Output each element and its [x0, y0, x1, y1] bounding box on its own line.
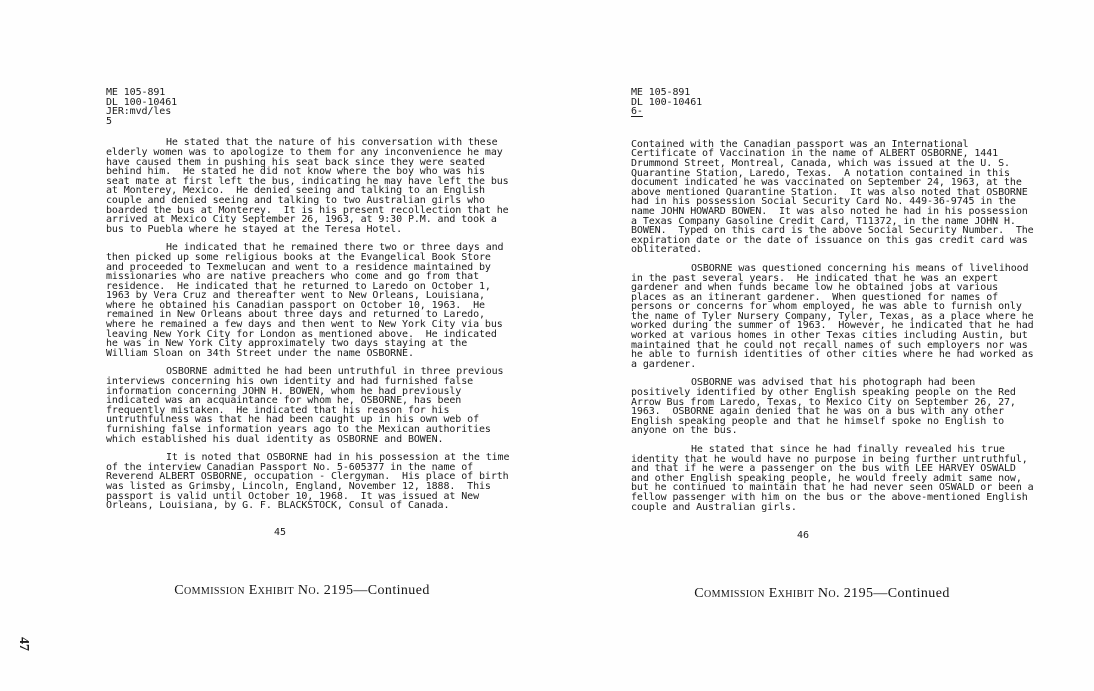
document-paragraph: It is noted that OSBORNE had in his possession at the time of the interview Canadian Passport No. 5-605377 in the name of Reverend ALBERT OSBORNE, occupation - Clergyman. His place of birth was listed as Grimsby, Lincoln, England, November 12, 1888. This passport is valid until October 10, 1968. It was issued at New Orleans, Louisiana, by G. F. BLACKSTOCK, Consul of Canada.: [106, 452, 516, 512]
file-number-line: DL 100-10461: [631, 96, 703, 108]
document-paragraph: He stated that the nature of his conversation with these elderly women was to apologize to them for any inconvenience he may have caused them in pushing his seat back since they were seated behind him. He stated he did not know where the boy who was his seat mate at first left the bus, indicating he may have left the bus at Monterey, Mexico. He denied seeing and talking to an English couple and denied seeing and talking to two Australian girls who boarded the bus at Monterey. It is his present recollection that he arrived at Mexico City September 26, 1963, at 9:30 P.M. and took a bus to Puebla where he stayed at the Teresa Hotel.: [106, 137, 515, 235]
typist-initials-line: JER:mvd/les: [106, 106, 172, 118]
exhibit-caption-suffix: —Continued: [873, 586, 950, 601]
file-number-line: ME 105-891: [631, 87, 691, 98]
document-paragraph: OSBORNE was questioned concerning his means of livelihood in the past several years. He indicated that he was an expert gardener and when funds became low he obtained jobs at various places as an itinerant gardener. When questioned for names of persons or concerns for whom employed, he was able to furnish only the name of Tyler Nursery Company, Tyler, Texas, as a place where he worked during the summer of 1963. However, he indicated that he had worked at various homes in other Texas cities including Austin, but maintained that he could not recall names of such employers nor was he able to furnish identities of other cities where he had worked as a gardener.: [631, 262, 1040, 370]
exhibit-caption: [620, 586, 1024, 602]
file-number-line: DL 100-10461: [106, 96, 178, 108]
document-paragraph: OSBORNE was advised that his photograph had been positively identified by other English speaking people on the Red Arrow Bus from Laredo, Texas, to Mexico City on September 26, 27, 1963. OSBORNE again denied that he was on a bus with any other English speaking people and that he himself spoke no English to anyone on the bus.: [631, 377, 1022, 437]
document-paragraph: He stated that since he had finally revealed his true identity that he would have no purpose in being further untruthful, and that if he were a passenger on the bus with LEE HARVEY OSWALD and other English speaking people, he would freely admit same now, but he continued to maintain that he had never seen OSWALD or been a fellow passenger with him on the bus or the above-mentioned English couple and Australian girls.: [631, 444, 1040, 513]
page-number: 45: [274, 527, 287, 538]
case-file-header-right: [631, 88, 1035, 117]
page-number: 46: [797, 530, 810, 541]
exhibit-caption-title: Commission Exhibit No. 2195: [694, 586, 874, 601]
document-page-right: [631, 87, 1040, 513]
exhibit-caption: [100, 583, 504, 599]
file-number-line: ME 105-891: [106, 87, 166, 98]
document-page-left: [106, 87, 516, 512]
report-text-right: [631, 138, 1040, 513]
volume-page-number: 47: [16, 637, 31, 651]
document-paragraph: Contained with the Canadian passport was an International Certificate of Vaccination in the name of ALBERT OSBORNE, 1441 Drummond Street, Montreal, Canada, which was issued at the U. S. Quarantine Station, Laredo, Texas. A notation contained in this document indicated he was vaccinated on September 24, 1963, at the above mentioned Quarantine Station. It was also noted that OSBORNE had in his possession Social Security Card No. 449-36-9745 in the name JOHN HOWARD BOWEN. It was also noted he had in his possession a Texas Company Gasoline Credit Card, T11372, in the name JOHN H. BOWEN. Typed on this card is the above Social Security Number. The expiration date or the date of issuance on this gas credit card was obliterated.: [631, 138, 1040, 256]
report-page-number-line: 6-: [631, 106, 643, 118]
document-paragraph: OSBORNE admitted he had been untruthful in three previous interviews concerning his own identity and had furnished false information concerning JOHN H. BOWEN, whom he had previously indicated was an acquaintance for whom he, OSBORNE, has been frequently mistaken. He indicated that his reason for his untruthfulness was that he had been caught up in his own web of furnishing false information years ago to the Mexican authorities which established his dual identity as OSBORNE and BOWEN.: [106, 366, 510, 445]
exhibit-caption-suffix: —Continued: [353, 583, 430, 598]
exhibit-caption-title: Commission Exhibit No. 2195: [174, 583, 354, 598]
document-paragraph: He indicated that he remained there two or three days and then picked up some religious books at the Evangelical Book Store and proceeded to Texmelucan and went to a residence maintained by missionaries who are native preachers who come and go from that residence. He indicated that he returned to Laredo on October 1, 1963 by Vera Cruz and thereafter went to New Orleans, Louisiana, where he obtained his Canadian passport on October 10, 1963. He remained in New Orleans about three days and returned to Laredo, where he remained a few days and then went to New York City via bus leaving New York City for London as mentioned above. He indicated he was in New York City approximately two days staying at the William Sloan on 34th Street under the name OSBORNE.: [106, 242, 510, 359]
report-text-left: [106, 137, 516, 512]
report-page-number-line: 5: [106, 115, 112, 127]
case-file-header-left: [106, 88, 510, 126]
